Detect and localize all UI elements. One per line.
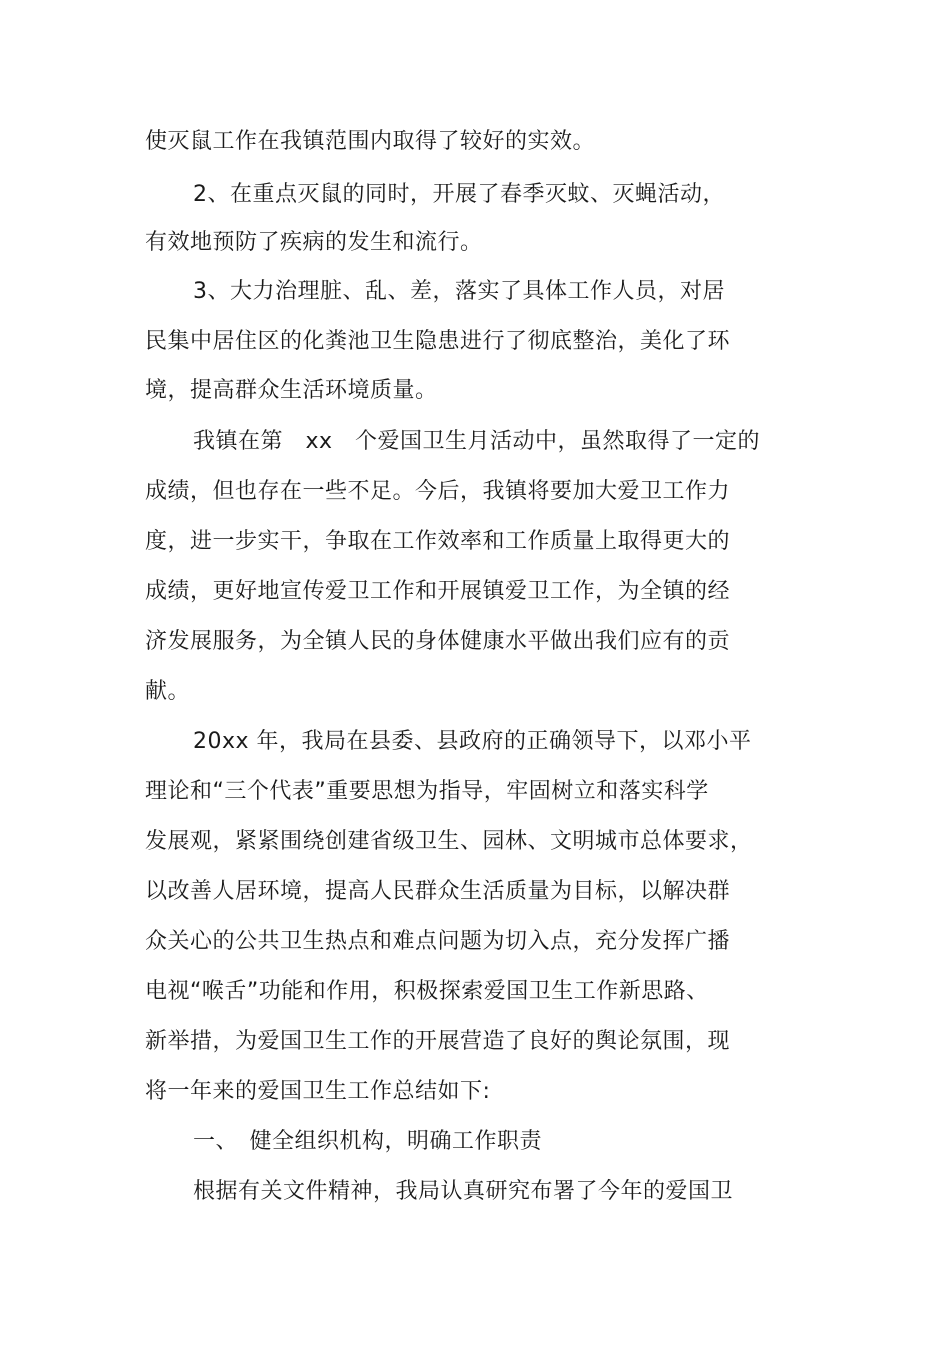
text-line: 使灭鼠工作在我镇范围内取得了较好的实效。 (145, 129, 596, 154)
text-line: 2、在重点灭鼠的同时，开展了春季灭蚊、灭蝇活动， (193, 182, 725, 207)
text-line: 理论和“三个代表”重要思想为指导，牢固树立和落实科学 (145, 779, 709, 804)
text-line: 成绩，但也存在一些不足。今后，我镇将要加大爱卫工作力 (145, 479, 731, 504)
text-line: 以改善人居环境，提高人民群众生活质量为目标，以解决群 (145, 879, 731, 904)
text-line: 我镇在第 xx 个爱国卫生月活动中，虽然取得了一定的 (193, 429, 761, 454)
text-line: 济发展服务，为全镇人民的身体健康水平做出我们应有的贡 (145, 629, 731, 654)
text-line: 有效地预防了疾病的发生和流行。 (145, 230, 483, 255)
text-line: 成绩，更好地宣传爱卫工作和开展镇爱卫工作，为全镇的经 (145, 579, 731, 604)
text-line: 境，提高群众生活环境质量。 (145, 378, 438, 403)
text-line: 献。 (145, 679, 191, 704)
text-line: 3、大力治理脏、乱、差，落实了具体工作人员，对居 (193, 279, 725, 304)
text-line: 将一年来的爱国卫生工作总结如下: (145, 1079, 491, 1104)
text-line: 新举措，为爱国卫生工作的开展营造了良好的舆论氛围，现 (145, 1029, 731, 1054)
text-line: 发展观，紧紧围绕创建省级卫生、园林、文明城市总体要求， (145, 829, 753, 854)
text-line: 度，进一步实干，争取在工作效率和工作质量上取得更大的 (145, 529, 731, 554)
text-line: 民集中居住区的化粪池卫生隐患进行了彻底整治，美化了环 (145, 329, 731, 354)
text-line: 20xx 年，我局在县委、县政府的正确领导下，以邓小平 (193, 729, 752, 754)
section-heading: 一、 健全组织机构，明确工作职责 (193, 1129, 543, 1154)
text-line: 根据有关文件精神，我局认真研究布署了今年的爱国卫 (193, 1179, 734, 1204)
text-line: 众关心的公共卫生热点和难点问题为切入点，充分发挥广播 (145, 929, 731, 954)
text-line: 电视“喉舌”功能和作用，积极探索爱国卫生工作新思路、 (145, 979, 709, 1004)
